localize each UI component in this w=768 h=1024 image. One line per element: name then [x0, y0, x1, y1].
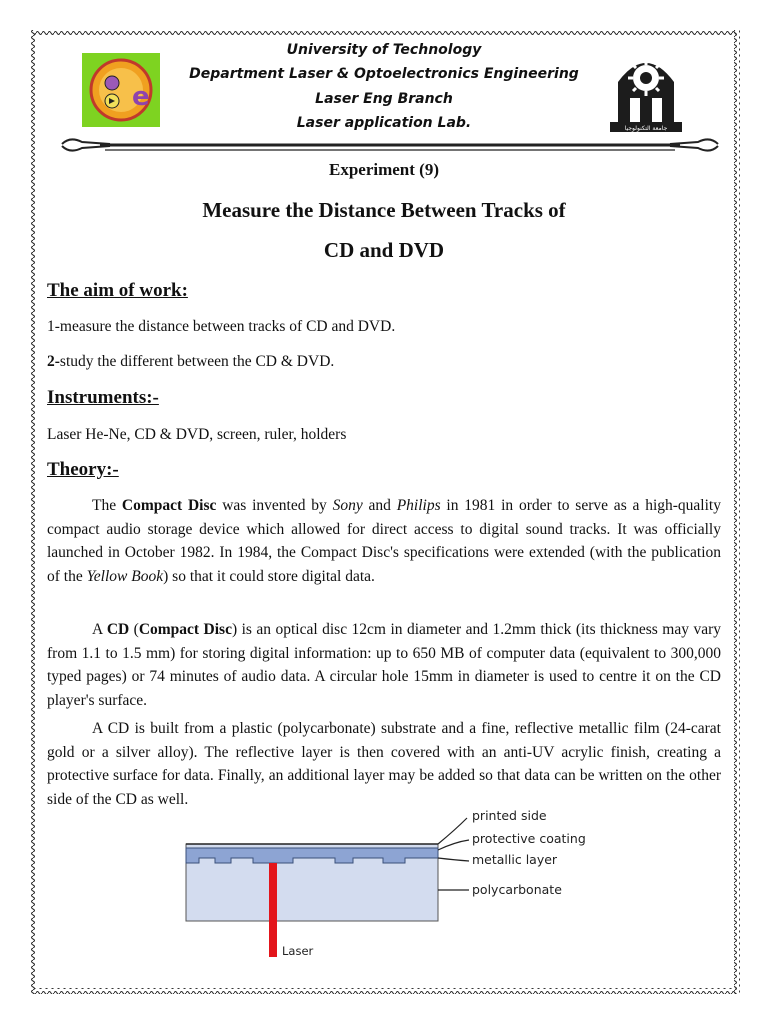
logo-text: جامعة التكنولوجيا: [624, 125, 668, 132]
svg-text:e: e: [132, 82, 150, 112]
instruments-heading: Instruments:-: [47, 387, 159, 408]
university-logo: [604, 52, 688, 134]
department-logo: [82, 53, 160, 127]
text-run: ) is an optical disc 12cm in diameter and 1.2mm thick (its thickness may vary from 1.1 to 1.5 mm) for storing digital information: up to 650 MB of computer data (equivalent to 300,000 typed pages) or 74 minutes of audio data. A circular hole 15mm in diameter is used to centre it on the CD player's surface.: [47, 621, 721, 709]
metallic-layer-leader: [438, 858, 469, 861]
page-title-line2: CD and DVD: [323, 238, 445, 262]
text-run-italic: Philips: [396, 497, 441, 514]
text-run: The: [92, 497, 122, 514]
label-protective-coating: protective coating: [472, 831, 586, 846]
header-lab: Laser application Lab.: [296, 115, 472, 131]
protective-coating-leader: [438, 840, 469, 850]
label-polycarbonate: polycarbonate: [472, 882, 562, 897]
instruments-text: Laser He-Ne, CD & DVD, screen, ruler, holders: [47, 426, 347, 443]
label-laser: Laser: [282, 944, 314, 958]
aim-heading: The aim of work:: [47, 280, 188, 301]
aim-item-1: 1-measure the distance between tracks of CD and DVD.: [47, 318, 396, 335]
text-run: in 1981 in order to serve as a high-quality compact audio storage device which allowed for direct access to digital sound tracks. It was officially launched in October 1982. In 1984, the Compact Disc's specifications were extended (with the publication of the: [47, 497, 721, 585]
aim-item-2: [47, 350, 721, 374]
theory-paragraph-2: [47, 618, 721, 712]
theory-paragraph-1: [47, 494, 721, 588]
text-run-italic: Yellow Book: [86, 567, 164, 585]
text-run-italic: Sony: [332, 497, 363, 514]
theory-heading: Theory:-: [47, 459, 119, 480]
experiment-number: Experiment (9): [328, 160, 439, 179]
header-branch: Laser Eng Branch: [315, 91, 453, 107]
text-run: (: [129, 621, 139, 638]
text-run-bold: Compact Disc: [121, 497, 217, 514]
text-run: and: [362, 497, 397, 514]
laser-beam: [269, 863, 277, 957]
text-run: A: [92, 621, 107, 638]
label-printed-side: printed side: [472, 808, 547, 823]
cd-cross-section-diagram: [175, 800, 615, 960]
page-title-line1: Measure the Distance Between Tracks of: [202, 198, 566, 222]
label-metallic-layer: metallic layer: [472, 852, 558, 867]
text-run: ) so that it could store digital data.: [163, 567, 375, 585]
aim-item-2-number: 2-: [47, 353, 60, 370]
aim-item-2-text: study the different between the CD & DVD.: [59, 353, 335, 370]
header-divider: [60, 134, 720, 156]
theory-paragraph-3: A CD is built from a plastic (polycarbonate) substrate and a fine, reflective metallic film (24-carat gold or a silver alloy). The reflective layer is then covered with an anti-UV acrylic finish, creating a protective surface for data. Finally, an additional layer may be added so that data can be written on the other side of the CD as well.: [47, 720, 721, 808]
text-run: was invented by: [216, 497, 333, 514]
text-run-bold: Compact Disc: [138, 621, 232, 638]
header-university: University of Technology: [286, 42, 482, 58]
printed-side-leader: [438, 818, 467, 844]
header-department: Department Laser & Optoelectronics Engineering: [189, 66, 579, 82]
text-run-bold: CD: [106, 621, 130, 638]
